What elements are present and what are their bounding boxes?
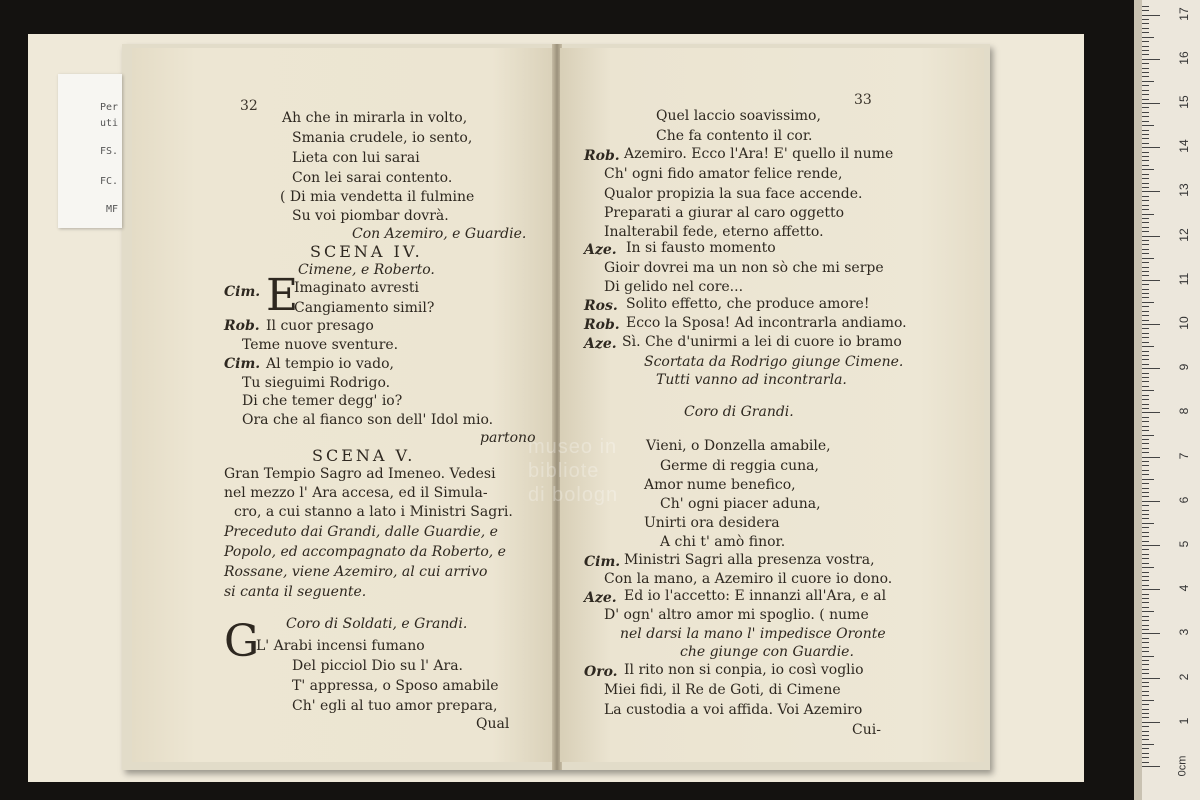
text-line: Ecco la Sposa! Ad incontrarla andiamo. [626,315,907,331]
text-line: Quel laccio soavissimo, [656,108,821,124]
ruler-tick [1142,589,1160,590]
ruler-tick [1142,598,1149,599]
ruler-tick [1142,236,1160,237]
ruler-tick [1142,731,1149,732]
text-line: Ch' egli al tuo amor prepara, [292,698,498,714]
ruler-tick [1142,262,1149,263]
slip-line: Per [99,102,118,113]
text-line: Tu sieguimi Rodrigo. [242,375,391,391]
ruler-edge [1134,0,1142,800]
slip-line: MF [105,204,118,215]
ruler-tick [1142,576,1149,577]
ruler-number: 9 [1177,363,1191,371]
ruler-tick [1142,346,1154,347]
speaker-label: Aze. [584,336,617,352]
ruler-tick [1142,293,1149,294]
ruler-tick [1142,200,1149,201]
ruler-number: 7 [1177,452,1191,459]
ruler-tick [1142,315,1149,316]
ruler-tick [1142,757,1149,758]
ruler-tick [1142,479,1154,480]
ruler-tick [1142,258,1154,259]
scene-heading: SCENA IV. [310,242,423,261]
ruler-tick [1142,572,1149,573]
ruler-tick [1142,320,1149,321]
ruler-tick [1142,510,1149,511]
ruler-tick [1142,337,1149,338]
ruler-tick [1142,625,1149,626]
ruler-tick [1142,209,1149,210]
stage-direction: Con Azemiro, e Guardie. [352,226,527,242]
ruler-tick [1142,651,1149,652]
ruler-tick [1142,284,1149,285]
ruler-tick [1142,328,1149,329]
ruler-tick [1142,580,1149,581]
catchword: Cui- [852,722,881,738]
ruler-tick [1142,673,1149,674]
ruler-tick [1142,289,1149,290]
ruler-tick [1142,726,1149,727]
text-line: In si fausto momento [626,240,776,256]
ruler-number: 13 [1177,183,1191,198]
ruler-tick [1142,709,1149,710]
text-line: Amor nume benefico, [644,477,796,493]
text-line: Che fa contento il cor. [656,128,813,144]
ruler-tick [1142,178,1149,179]
ruler-tick [1142,594,1149,595]
ruler-tick [1142,147,1160,148]
ruler-tick [1142,558,1149,559]
ruler-number: 1 [1177,717,1191,725]
ruler-tick [1142,686,1149,687]
ruler-tick [1142,492,1149,493]
ruler-tick [1142,377,1149,378]
ruler-tick [1142,386,1149,387]
ruler-tick [1142,430,1149,431]
ruler-tick [1142,611,1154,612]
ruler-tick [1142,351,1149,352]
ruler-tick [1142,222,1149,223]
text-line: L' Arabi incensi fumano [256,638,425,654]
ruler-tick [1142,253,1149,254]
ruler-tick [1142,130,1149,131]
ruler-tick [1142,76,1149,77]
ruler-tick [1142,523,1154,524]
ruler-tick [1142,381,1149,382]
catchword: Qual [476,716,510,732]
ruler-tick [1142,633,1160,634]
ruler-tick [1142,205,1149,206]
text-line: Preparati a giurar al caro oggetto [604,205,845,221]
ruler-tick [1142,395,1149,396]
text-line: Ed io l'accetto: E innanzi all'Ara, e al [624,588,887,604]
ruler-tick [1142,656,1154,657]
ruler-tick [1142,753,1149,754]
text-line: Al tempio io vado, [266,356,394,372]
ruler-tick [1142,647,1149,648]
ruler-tick [1142,642,1149,643]
speaker-label: Rob. [224,318,260,334]
text-line: Il cuor presago [266,318,374,334]
ruler-number: 8 [1177,408,1191,415]
ruler-tick [1142,722,1160,723]
text-line: Ch' ogni fido amator felice rende, [604,166,843,182]
ruler-number: 14 [1177,139,1191,153]
ruler-tick [1142,183,1149,184]
ruler-tick [1142,735,1149,736]
text-line: La custodia a voi affida. Voi Azemiro [604,702,863,718]
ruler-tick [1142,156,1149,157]
speaker-label: Cim. [584,554,621,570]
ruler-tick [1142,6,1149,7]
drop-cap: G [224,616,260,667]
ruler-tick [1142,174,1149,175]
text-line: Con la mano, a Azemiro il cuore io dono. [604,571,893,587]
drop-cap: E [266,270,299,321]
speaker-label: Cim. [224,284,261,300]
text-line: Smania crudele, io sento, [292,130,473,146]
ruler-tick [1142,373,1149,374]
text-line: Miei fidi, il Re de Goti, di Cimene [604,682,841,698]
ruler-tick [1142,244,1149,245]
ruler-tick [1142,448,1149,449]
ruler-tick [1142,19,1149,20]
ruler-tick [1142,390,1154,391]
ruler-tick [1142,470,1149,471]
ruler-tick [1142,399,1149,400]
ruler-tick [1142,421,1149,422]
ruler-tick [1142,664,1149,665]
ruler-tick [1142,143,1149,144]
ruler-tick [1142,762,1149,763]
ruler-tick [1142,191,1160,192]
stage-direction: che giunge con Guardie. [680,644,854,660]
speaker-label: Cim. [224,356,261,372]
right-page [560,48,984,762]
text-line: Lieta con lui sarai [292,150,420,166]
ruler-tick [1142,160,1149,161]
ruler-tick [1142,37,1154,38]
ruler-tick [1142,275,1149,276]
ruler-tick [1142,620,1149,621]
ruler-tick [1142,439,1149,440]
text-line: Inalterabil fede, eterno affetto. [604,224,824,240]
ruler-tick [1142,10,1149,11]
ruler-tick [1142,85,1149,86]
ruler-tick [1142,107,1149,108]
ruler-tick [1142,465,1149,466]
ruler-tick [1142,602,1149,603]
ruler-number: 4 [1177,584,1191,592]
ruler-tick [1142,766,1160,767]
ruler-tick [1142,748,1149,749]
text-line: Del picciol Dio su l' Ara. [292,658,464,674]
ruler-number: 2 [1177,673,1191,680]
ruler-tick [1142,452,1149,453]
ruler-number: 6 [1177,496,1191,504]
ruler-tick [1142,527,1149,528]
ruler-tick [1142,554,1149,555]
scene-heading: SCENA V. [312,446,416,465]
ruler-tick [1142,271,1149,272]
ruler-tick [1142,94,1149,95]
ruler-tick [1142,474,1149,475]
ruler-tick [1142,567,1154,568]
ruler-tick [1142,412,1160,413]
ruler-tick [1142,103,1160,104]
chorus-heading: Coro di Grandi. [684,404,794,420]
ruler-tick [1142,700,1154,701]
ruler-tick [1142,713,1149,714]
stage-direction: Popolo, ed accompagnato da Roberto, e [224,544,506,560]
ruler-number: 3 [1177,629,1191,636]
ruler-tick [1142,231,1149,232]
ruler-tick [1142,121,1149,122]
library-slip [58,74,122,228]
text-line: Sì. Che d'unirmi a lei di cuore io bramo [622,334,902,350]
text-line: Con lei sarai contento. [292,170,453,186]
ruler-tick [1142,505,1149,506]
ruler-tick [1142,134,1149,135]
text-line: Unirti ora desidera [644,515,780,531]
ruler-tick [1142,443,1149,444]
text-line: T' appressa, o Sposo amabile [292,678,499,694]
ruler-tick [1142,214,1154,215]
text-line: Teme nuove sventure. [242,337,399,353]
ruler-tick [1142,218,1149,219]
ruler-tick [1142,496,1149,497]
ruler-tick [1142,342,1149,343]
stage-direction: Rossane, viene Azemiro, al cui arrivo [224,564,488,580]
ruler-tick [1142,682,1149,683]
stage-direction: si canta il seguente. [224,584,367,600]
stage-direction: nel darsi la mano l' impedisce Oronte [620,626,886,642]
ruler-tick [1142,267,1149,268]
ruler-tick [1142,306,1149,307]
text-line: Solito effetto, che produce amore! [626,296,870,312]
ruler-number: 12 [1177,227,1191,242]
ruler-tick [1142,695,1149,696]
text-line: Di gelido nel core... [604,279,744,295]
watermark-line: museo in [528,436,618,458]
ruler-number: 17 [1177,6,1191,21]
ruler-number: 11 [1177,272,1191,286]
speaker-label: Aze. [584,242,617,258]
text-line: Ch' ogni piacer aduna, [660,496,821,512]
text-line: Gioir dovrei ma un non sò che mi serpe [604,260,884,276]
speaker-label: Ros. [584,298,618,314]
ruler-tick [1142,501,1160,502]
ruler-tick [1142,90,1149,91]
ruler-tick [1142,169,1154,170]
stage-direction: Cimene, e Roberto. [298,262,435,278]
ruler-number: 10 [1177,316,1191,330]
ruler-tick [1142,532,1149,533]
text-line: Azemiro. Ecco l'Ara! E' quello il nume [624,146,894,162]
ruler-tick [1142,585,1149,586]
ruler-tick [1142,616,1149,617]
ruler-tick [1142,196,1149,197]
ruler-tick [1142,739,1149,740]
page-number: 32 [240,98,258,114]
measuring-ruler [1134,0,1200,800]
book-spread [122,44,990,770]
speaker-label: Oro. [584,664,618,680]
watermark-line: di bologn [528,484,619,506]
ruler-tick [1142,99,1149,100]
stage-direction: Tutti vanno ad incontrarla. [656,372,847,388]
text-line: nel mezzo l' Ara accesa, ed il Simula- [224,485,488,501]
page-number: 33 [854,92,872,108]
watermark-line: bibliote [528,460,600,482]
ruler-tick [1142,72,1149,73]
ruler-tick [1142,364,1149,365]
text-line: D' ogn' altro amor mi spoglio. ( nume [604,607,869,623]
ruler-tick [1142,457,1160,458]
ruler-tick [1142,59,1160,60]
ruler-tick [1142,678,1160,679]
ruler-tick [1142,426,1149,427]
ruler-unit: 0cm [1176,755,1189,777]
ruler-tick [1142,669,1149,670]
ruler-tick [1142,324,1160,325]
ruler-tick [1142,297,1149,298]
ruler-tick [1142,112,1149,113]
ruler-tick [1142,249,1149,250]
ruler-tick [1142,638,1149,639]
text-line: Germe di reggia cuna, [660,458,819,474]
ruler-tick [1142,68,1149,69]
text-line: Ah che in mirarla in volto, [282,110,468,126]
ruler-tick [1142,518,1149,519]
slip-line: FS. [99,146,118,157]
ruler-tick [1142,514,1149,515]
ruler-tick [1142,607,1149,608]
left-page [132,48,556,762]
ruler-tick [1142,50,1149,51]
ruler-tick [1142,46,1149,47]
text-line: Il rito non si conpia, io così voglio [624,662,864,678]
ruler-tick [1142,54,1149,55]
ruler-tick [1142,28,1149,29]
text-line: Su voi piombar dovrà. [292,208,449,224]
ruler-tick [1142,368,1160,369]
ruler-tick [1142,549,1149,550]
ruler-tick [1142,744,1154,745]
ruler-tick [1142,333,1149,334]
stage-direction: partono [480,430,536,446]
ruler-tick [1142,660,1149,661]
ruler-tick [1142,404,1149,405]
ruler-number: 15 [1177,95,1191,109]
ruler-tick [1142,488,1149,489]
ruler-tick [1142,717,1149,718]
ruler-tick [1142,311,1149,312]
ruler-tick [1142,187,1149,188]
text-line: Imaginato avresti [294,280,419,296]
text-line: A chi t' amò finor. [660,534,786,550]
ruler-tick [1142,165,1149,166]
text-line: Vieni, o Donzella amabile, [646,438,831,454]
ruler-tick [1142,545,1160,546]
ruler-tick [1142,541,1149,542]
ruler-tick [1142,359,1149,360]
ruler-tick [1142,417,1149,418]
ruler-tick [1142,63,1149,64]
ruler-tick [1142,152,1149,153]
ruler-tick [1142,435,1154,436]
slip-line: uti [99,118,118,129]
ruler-tick [1142,563,1149,564]
chorus-heading: Coro di Soldati, e Grandi. [286,616,468,632]
text-line: Gran Tempio Sagro ad Imeneo. Vedesi [224,466,496,482]
slip-line: FC. [99,176,118,187]
ruler-tick [1142,483,1149,484]
ruler-tick [1142,227,1149,228]
stage-direction: Scortata da Rodrigo giunge Cimene. [644,354,904,370]
text-line: ( Di mia vendetta il fulmine [280,189,475,205]
ruler-tick [1142,32,1149,33]
ruler-number: 16 [1177,51,1191,65]
text-line: Qualor propizia la sua face accende. [604,186,863,202]
ruler-tick [1142,408,1149,409]
text-line: Cangiamento simil? [294,300,435,316]
ruler-tick [1142,461,1149,462]
ruler-tick [1142,355,1149,356]
ruler-tick [1142,240,1149,241]
ruler-number: 5 [1177,540,1191,548]
ruler-tick [1142,536,1149,537]
stage-direction: Preceduto dai Grandi, dalle Guardie, e [224,524,498,540]
text-line: cro, a cui stanno a lato i Ministri Sagri. [234,504,513,520]
text-line: Ora che al fianco son dell' Idol mio. [242,412,494,428]
ruler-tick [1142,280,1160,281]
speaker-label: Rob. [584,148,620,164]
ruler-tick [1142,704,1149,705]
speaker-label: Rob. [584,317,620,333]
ruler-tick [1142,629,1149,630]
ruler-tick [1142,41,1149,42]
speaker-label: Aze. [584,590,617,606]
ruler-tick [1142,81,1154,82]
ruler-tick [1142,23,1149,24]
ruler-tick [1142,125,1154,126]
ruler-tick [1142,138,1149,139]
ruler-tick [1142,302,1154,303]
ruler-tick [1142,691,1149,692]
text-line: Di che temer degg' io? [242,393,403,409]
ruler-tick [1142,15,1160,16]
ruler-tick [1142,116,1149,117]
text-line: Ministri Sagri alla presenza vostra, [624,552,875,568]
